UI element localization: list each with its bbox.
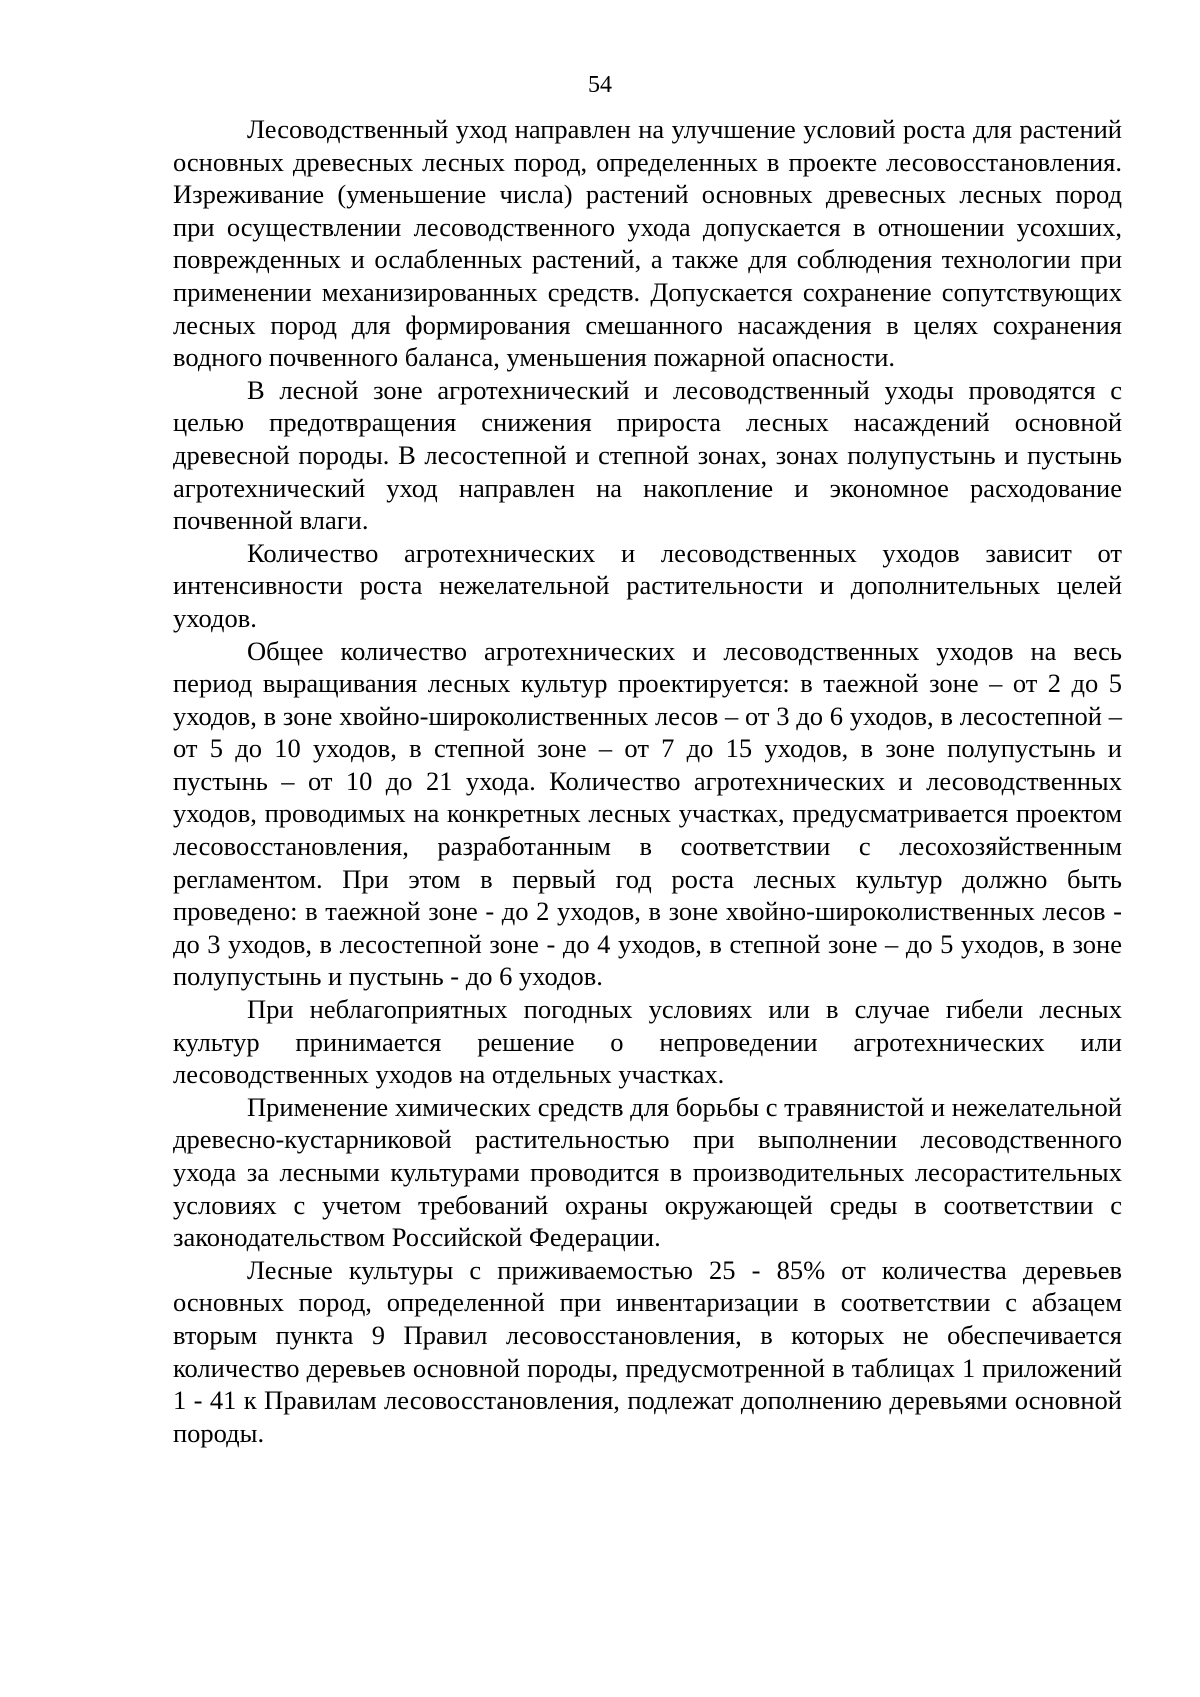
paragraph: Количество агротехнических и лесоводственных уходов зависит от интенсивности роста нежелательной растительности и дополнительных целей уходов.	[173, 537, 1122, 633]
paragraph: Применение химических средств для борьбы с травянистой и нежелательной древесно-кустарниковой растительностью при выполнении лесоводственного ухода за лесными культурами проводится в производительных лесорастительных условиях с учетом требований охраны окружающей среды в соответствии с законодательством Российской Федерации.	[173, 1091, 1122, 1253]
paragraph: Общее количество агротехнических и лесоводственных уходов на весь период выращивания лесных культур проектируется: в таежной зоне – от 2 до 5 уходов, в зоне хвойно-широколиственных лесов – от 3 до 6 уходов, в лесостепной – от 5 до 10 уходов, в степной зоне – от 7 до 15 уходов, в зоне полупустынь и пустынь – от 10 до 21 ухода. Количество агротехнических и лесоводственных уходов, проводимых на конкретных лесных участках, предусматривается проектом лесовосстановления, разработанным в соответствии с лесохозяйственным регламентом. При этом в первый год роста лесных культур должно быть проведено: в таежной зоне - до 2 уходов, в зоне хвойно-широколиственных лесов - до 3 уходов, в лесостепной зоне - до 4 уходов, в степной зоне – до 5 уходов, в зоне полупустынь и пустынь - до 6 уходов.	[173, 635, 1122, 992]
paragraph: При неблагоприятных погодных условиях или в случае гибели лесных культур принимается решение о непроведении агротехнических или лесоводственных уходов на отдельных участках.	[173, 994, 1122, 1090]
paragraph: Лесоводственный уход направлен на улучшение условий роста для растений основных древесных лесных пород, определенных в проекте лесовосстановления. Изреживание (уменьшение числа) растений основных древесных лесных пород при осуществлении лесоводственного ухода допускается в отношении усохших, поврежденных и ослабленных растений, а также для соблюдения технологии при применении механизированных средств. Допускается сохранение сопутствующих лесных пород для формирования смешанного насаждения в целях сохранения водного почвенного баланса, уменьшения пожарной опасности.	[173, 114, 1122, 373]
page-number: 54	[588, 72, 612, 98]
document-body	[173, 113, 1122, 1449]
paragraph: Лесные культуры с приживаемостью 25 - 85% от количества деревьев основных пород, определенной при инвентаризации в соответствии с абзацем вторым пункта 9 Правил лесовосстановления, в которых не обеспечивается количество деревьев основной породы, предусмотренной в таблицах 1 приложений 1 - 41 к Правилам лесовосстановления, подлежат дополнению деревьями основной породы.	[173, 1254, 1122, 1448]
paragraph: В лесной зоне агротехнический и лесоводственный уходы проводятся с целью предотвращения снижения прироста лесных насаждений основной древесной породы. В лесостепной и степной зонах, зонах полупустынь и пустынь агротехнический уход направлен на накопление и экономное расходование почвенной влаги.	[173, 374, 1122, 536]
